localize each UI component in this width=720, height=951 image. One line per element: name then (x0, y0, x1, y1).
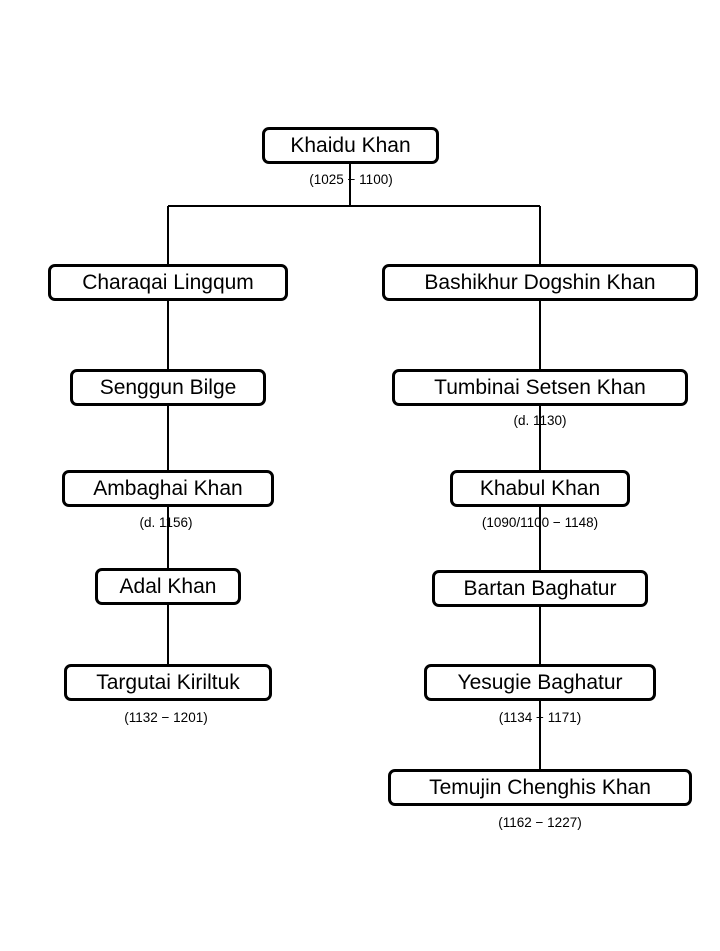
connector-line (167, 605, 169, 664)
connector-line (539, 607, 541, 664)
node-khabul[interactable]: Khabul Khan (450, 470, 630, 507)
connector-line (167, 206, 169, 264)
node-yesugie[interactable]: Yesugie Baghatur (424, 664, 656, 701)
node-ambaghai[interactable]: Ambaghai Khan (62, 470, 274, 507)
connector-line (167, 301, 169, 369)
node-bashikhur[interactable]: Bashikhur Dogshin Khan (382, 264, 698, 301)
node-targutai[interactable]: Targutai Kiriltuk (64, 664, 272, 701)
node-charaqai[interactable]: Charaqai Lingqum (48, 264, 288, 301)
connector-line (539, 301, 541, 369)
dates-khabul: (1090/1100 − 1148) (481, 515, 599, 530)
node-bartan[interactable]: Bartan Baghatur (432, 570, 648, 607)
connector-line (167, 406, 169, 470)
dates-khaidu: (1025 − 1100) (309, 172, 393, 187)
node-adal[interactable]: Adal Khan (95, 568, 241, 605)
dates-targutai: (1132 − 1201) (124, 710, 208, 725)
dates-yesugie: (1134 − 1171) (498, 710, 582, 725)
connector-line (539, 206, 541, 264)
dates-tumbinai: (d. 1130) (513, 413, 567, 428)
dates-temujin: (1162 − 1227) (498, 815, 582, 830)
dates-ambaghai: (d. 1156) (139, 515, 193, 530)
connector-line (168, 205, 540, 207)
node-temujin[interactable]: Temujin Chenghis Khan (388, 769, 692, 806)
node-tumbinai[interactable]: Tumbinai Setsen Khan (392, 369, 688, 406)
node-khaidu[interactable]: Khaidu Khan (262, 127, 439, 164)
node-senggun[interactable]: Senggun Bilge (70, 369, 266, 406)
